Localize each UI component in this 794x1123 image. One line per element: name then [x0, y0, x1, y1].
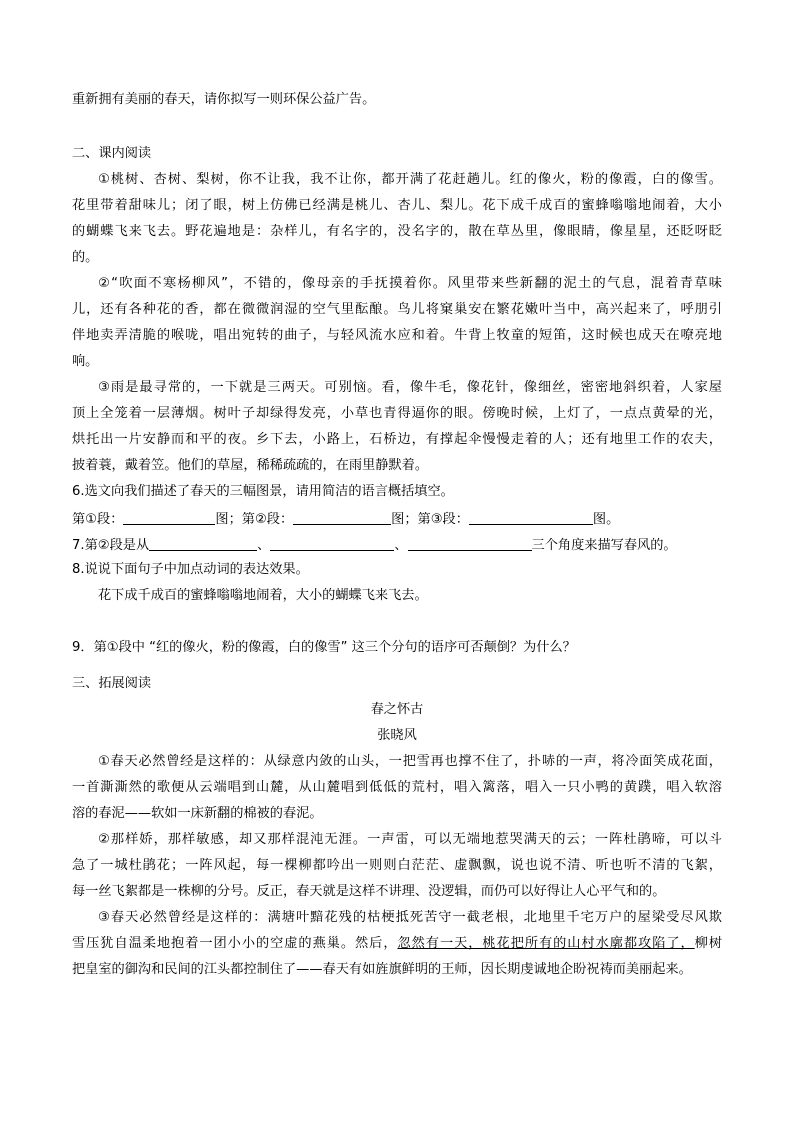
- paragraph-line: 每一丝飞絮都是一株柳的分号。反正，春天就是这样不讲理、没逻辑，而仍可以好得让人心平气和的。: [72, 884, 666, 899]
- paragraph-line: 溶的春泥——软如一床新翻的棉被的春泥。: [72, 806, 323, 821]
- paragraph-line: ②那样娇，那样敏感，却又那样混沌无涯。一声雷，可以无端地惹哭满天的云；一阵杜鹃啼，可以斗: [98, 832, 722, 847]
- question-8: 8.说说下面句子中加点动词的表达效果。: [72, 562, 309, 577]
- section-3-paragraph-1: [72, 754, 722, 822]
- paragraph-line: 响。: [72, 354, 99, 369]
- question-9: 9．第①段中 “红的像火，粉的像霞，白的像雪” 这三个分句的语序可否颠倒？为什么？: [72, 640, 576, 655]
- paragraph-line: 披着蓑，戴着笠。他们的草屋，稀稀疏疏的，在雨里静默着。: [72, 458, 429, 473]
- section-3-title: 三、拓展阅读: [72, 676, 152, 691]
- paragraph-line: 的。: [72, 250, 99, 265]
- fill-1-suffix: 图；: [215, 512, 242, 527]
- separator: 、: [257, 538, 271, 553]
- question-6: 6.选文向我们描述了春天的三幅图景，请用简洁的语言概括填空。: [72, 484, 454, 499]
- article-author: 张晓风: [377, 728, 417, 743]
- fill-3-label: 第③段：: [417, 512, 469, 527]
- question-7-suffix: 三个角度来描写春风的。: [531, 538, 677, 553]
- paragraph-line: 儿，还有各种花的香，都在微微润湿的空气里酝酿。鸟儿将窠巢安在繁花嫩叶当中，高兴起来了，呼朋引: [72, 302, 722, 317]
- section-2-paragraph-2: [72, 276, 722, 370]
- question-6-fill-line: [72, 510, 722, 526]
- intro-line: 重新拥有美丽的春天，请你拟写一则环保公益广告。: [72, 92, 376, 107]
- section-2-title: 二、课内阅读: [72, 146, 152, 161]
- paragraph-line: 急了一城杜鹃花；一阵风起，每一棵柳都吟出一则则白茫茫、虚飘飘，说也说不清、听也听不清的飞絮，: [72, 858, 722, 873]
- question-7: [72, 536, 722, 552]
- paragraph-line: ③春天必然曾经是这样的：满塘叶黯花残的枯梗抵死苦守一截老根，北地里千宅万户的屋梁受尽风欺: [98, 910, 722, 925]
- answer-blank-2[interactable]: [293, 510, 391, 525]
- question-8-quote: 花下成千成百的蜜蜂嗡嗡地闹着，大小的蝴蝶飞来飞去。: [98, 588, 428, 603]
- paragraph-line: ③雨是最寻常的，一下就是三两天。可别恼。看，像牛毛，像花针，像细丝，密密地斜织着，人家屋: [98, 380, 722, 395]
- paragraph-line: 的蝴蝶飞来飞去。野花遍地是：杂样儿，有名字的，没名字的，散在草丛里，像眼睛，像星星，还眨呀眨: [72, 224, 722, 239]
- paragraph-line: ①桃树、杏树、梨树，你不让我，我不让你，都开满了花赶趟儿。红的像火，粉的像霞，白的像雪。: [98, 172, 722, 187]
- question-7-prefix: 7.第②段是从: [72, 538, 150, 553]
- paragraph-line: 烘托出一片安静而和平的夜。乡下去，小路上，石桥边，有撑起伞慢慢走着的人；还有地里工作的农夫，: [72, 432, 722, 447]
- answer-blank-1[interactable]: [123, 510, 215, 525]
- answer-blank-6[interactable]: [408, 536, 532, 551]
- section-3-paragraph-2: [72, 832, 722, 900]
- answer-blank-3[interactable]: [469, 510, 593, 525]
- paragraph-line: ①春天必然曾经是这样的：从绿意内敛的山头，一把雪再也撑不住了，扑哧的一声，将冷面笑成花面，: [98, 754, 722, 769]
- text-span: 雪压犹自温柔地抱着一团小小的空虚的燕巢。然后，: [72, 936, 398, 951]
- paragraph-line: ②“吹面不寒杨柳风”，不错的，像母亲的手抚摸着你。风里带来些新翻的泥土的气息，混着青草味: [98, 276, 722, 291]
- article-title: 春之怀古: [370, 702, 424, 717]
- separator: 、: [394, 538, 408, 553]
- paragraph-line: 一首澌澌然的歌便从云端唱到山麓，从山麓唱到低低的荒村，唱入篱落，唱入一只小鸭的黄蹼，唱入软溶: [72, 780, 722, 795]
- fill-2-label: 第②段：: [241, 512, 294, 527]
- fill-2-suffix: 图；: [391, 512, 418, 527]
- underlined-sentence: 忽然有一天，桃花把所有的山村水廓都攻陷了，: [397, 936, 695, 951]
- document-page: [72, 92, 722, 988]
- section-2-paragraph-3: [72, 380, 722, 474]
- answer-blank-4[interactable]: [149, 536, 257, 551]
- fill-3-suffix: 图。: [592, 512, 620, 527]
- paragraph-line: [72, 936, 722, 952]
- paragraph-line: 花里带着甜味儿；闭了眼，树上仿佛已经满是桃儿、杏儿、梨儿。花下成千成百的蜜蜂嗡嗡地闹着，大小: [72, 198, 722, 213]
- text-span: 柳树: [694, 936, 723, 951]
- paragraph-line: 伴地卖弄清脆的喉咙，唱出宛转的曲子，与轻风流水应和着。牛背上牧童的短笛，这时候也成天在嘹亮地: [72, 328, 722, 343]
- section-2-paragraph-1: [72, 172, 722, 266]
- fill-1-label: 第①段：: [72, 512, 124, 527]
- answer-blank-5[interactable]: [270, 536, 394, 551]
- paragraph-line: 把皇室的御沟和民间的江头都控制住了——春天有如旌旗鲜明的王师，因长期虔诚地企盼祝祷而美丽起来。: [72, 962, 692, 977]
- paragraph-line: 顶上全笼着一层薄烟。树叶子却绿得发亮，小草也青得逼你的眼。傍晚时候，上灯了，一点点黄晕的光，: [72, 406, 722, 421]
- section-3-paragraph-3: [72, 910, 722, 978]
